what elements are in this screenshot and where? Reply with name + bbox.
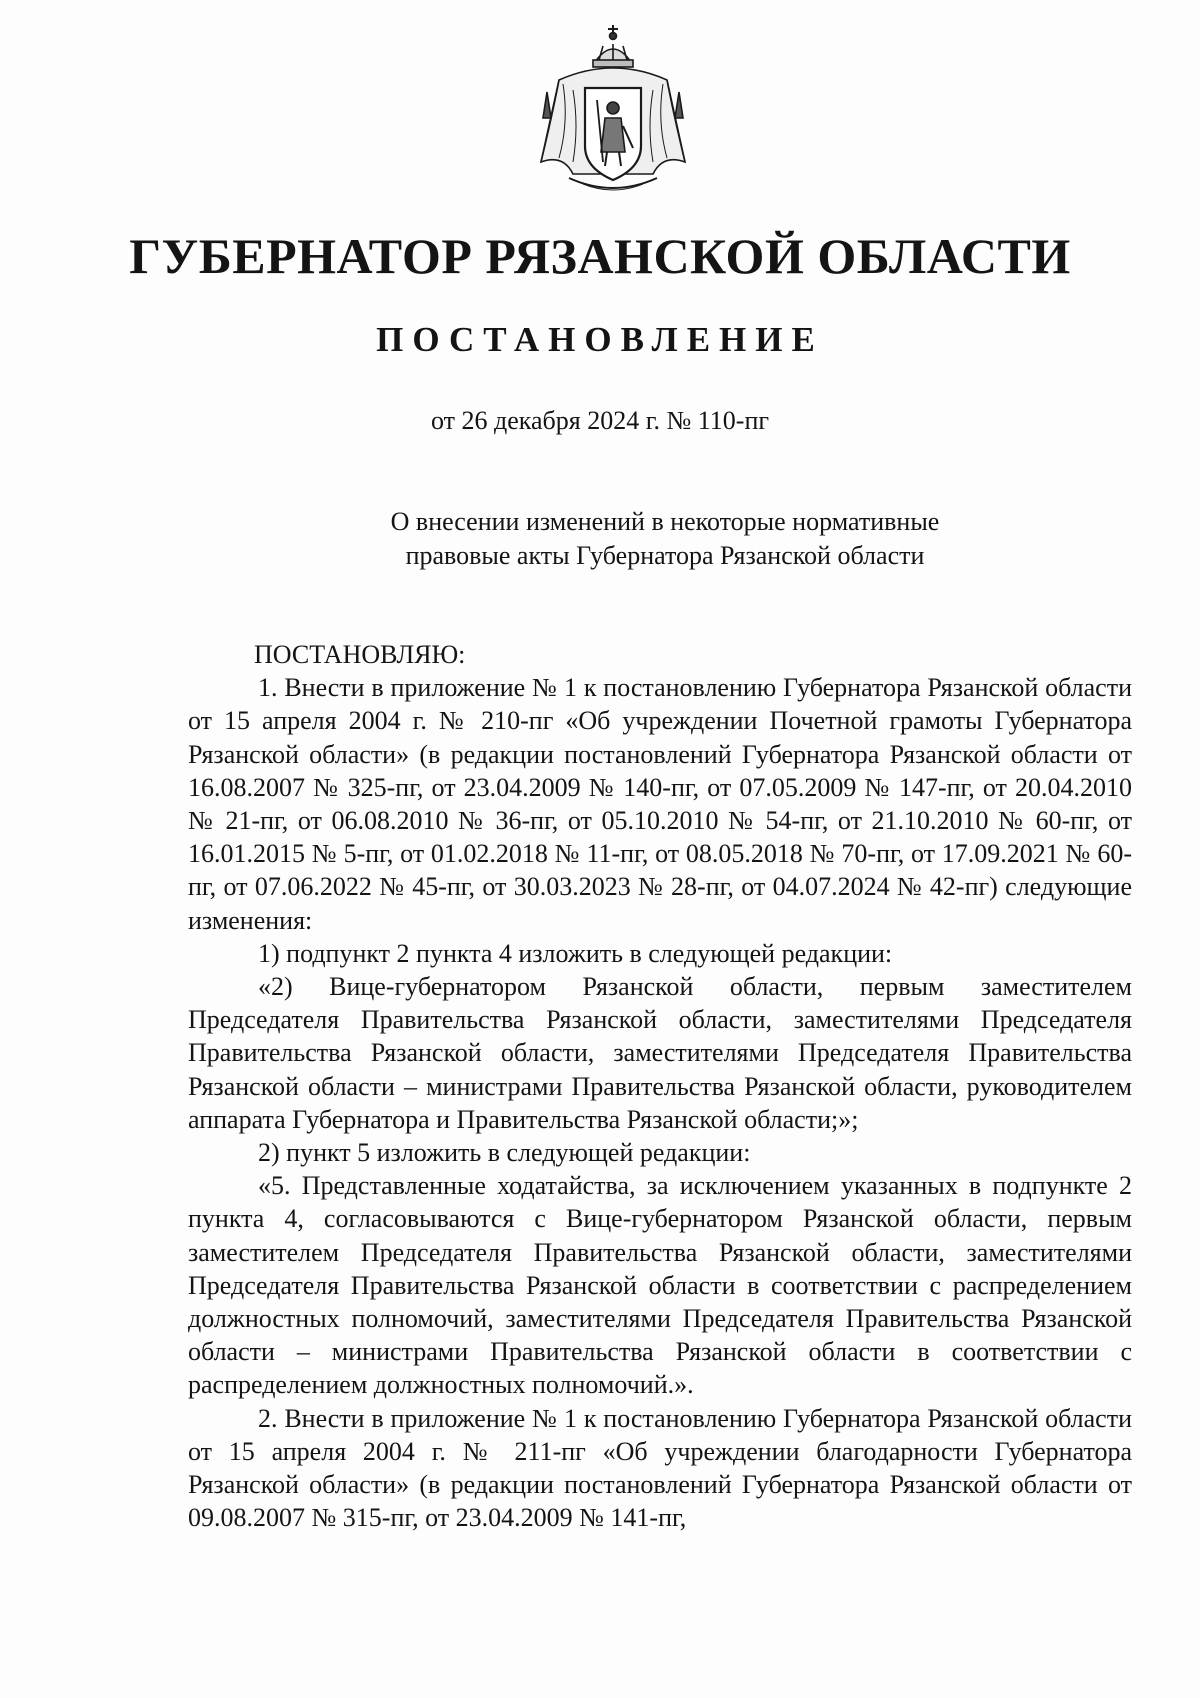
document-type: ПОСТАНОВЛЕНИЕ [376, 320, 824, 359]
body-paragraph: 1. Внести в приложение № 1 к постановлению Губернатора Рязанской области от 15 апреля 2004 г. № 210-пг «Об учреждении Почетной грамоты Губернатора Рязанской области» (в редакции постановлений Губернатора Рязанской области от 16.08.2007 № 325-пг, от 23.04.2009 № 140-пг, от 07.05.2009 № 147-пг, от 20.04.2010 № 21-пг, от 06.08.2010 № 36-пг, от 05.10.2010 № 54-пг, от 21.10.2010 № 60-пг, от 16.01.2015 № 5-пг, от 01.02.2018 № 11-пг, от 08.05.2018 № 70-пг, от 17.09.2021 № 60-пг, от 07.06.2022 № 45-пг, от 30.03.2023 № 28-пг, от 04.07.2024 № 42-пг) следующие изменения: [188, 673, 1132, 935]
issuing-authority: ГУБЕРНАТОР РЯЗАНСКОЙ ОБЛАСТИ [129, 228, 1071, 284]
body-paragraph: 1) подпункт 2 пункта 4 изложить в следующей редакции: [258, 938, 893, 968]
coat-of-arms-icon [533, 22, 693, 207]
document-subject [330, 505, 1000, 573]
body-paragraph: 2) пункт 5 изложить в следующей редакции: [258, 1138, 751, 1168]
body-paragraph: 2. Внести в приложение № 1 к постановлению Губернатора Рязанской области от 15 апреля 2004 г. № 211-пг «Об учреждении благодарности Губернатора Рязанской области» (в редакции постановлений Губернатора Рязанской области от 09.08.2007 № 315-пг, от 23.04.2009 № 141-пг, [188, 1403, 1132, 1533]
subject-line-1: О внесении изменений в некоторые нормативные [390, 507, 940, 536]
body-paragraph: «5. Представленные ходатайства, за исключением указанных в подпункте 2 пункта 4, согласовываются с Вице-губернатором Рязанской области, первым заместителем Председателя Правительства Рязанской области, заместителями Председателя Правительства Рязанской области в соответствии с распределением должностных полномочий, заместителями Председателя Правительства Рязанской области – министрами Правительства Рязанской области в соответствии с распределением должностных полномочий.». [188, 1171, 1132, 1400]
document-date-number: от 26 декабря 2024 г. № 110-пг [430, 406, 770, 435]
subject-line-2: правовые акты Губернатора Рязанской области [405, 541, 925, 570]
decree-word: ПОСТАНОВЛЯЮ: [254, 640, 466, 669]
body-paragraph: «2) Вице-губернатором Рязанской области, первым заместителем Председателя Правительства Рязанской области, заместителями Председателя Правительства Рязанской области, заместителями Председателя Правительства Рязанской области – министрами Правительства Рязанской области, руководителем аппарата Губернатора и Правительства Рязанской области;»; [188, 972, 1132, 1134]
document-body [188, 638, 1132, 1534]
